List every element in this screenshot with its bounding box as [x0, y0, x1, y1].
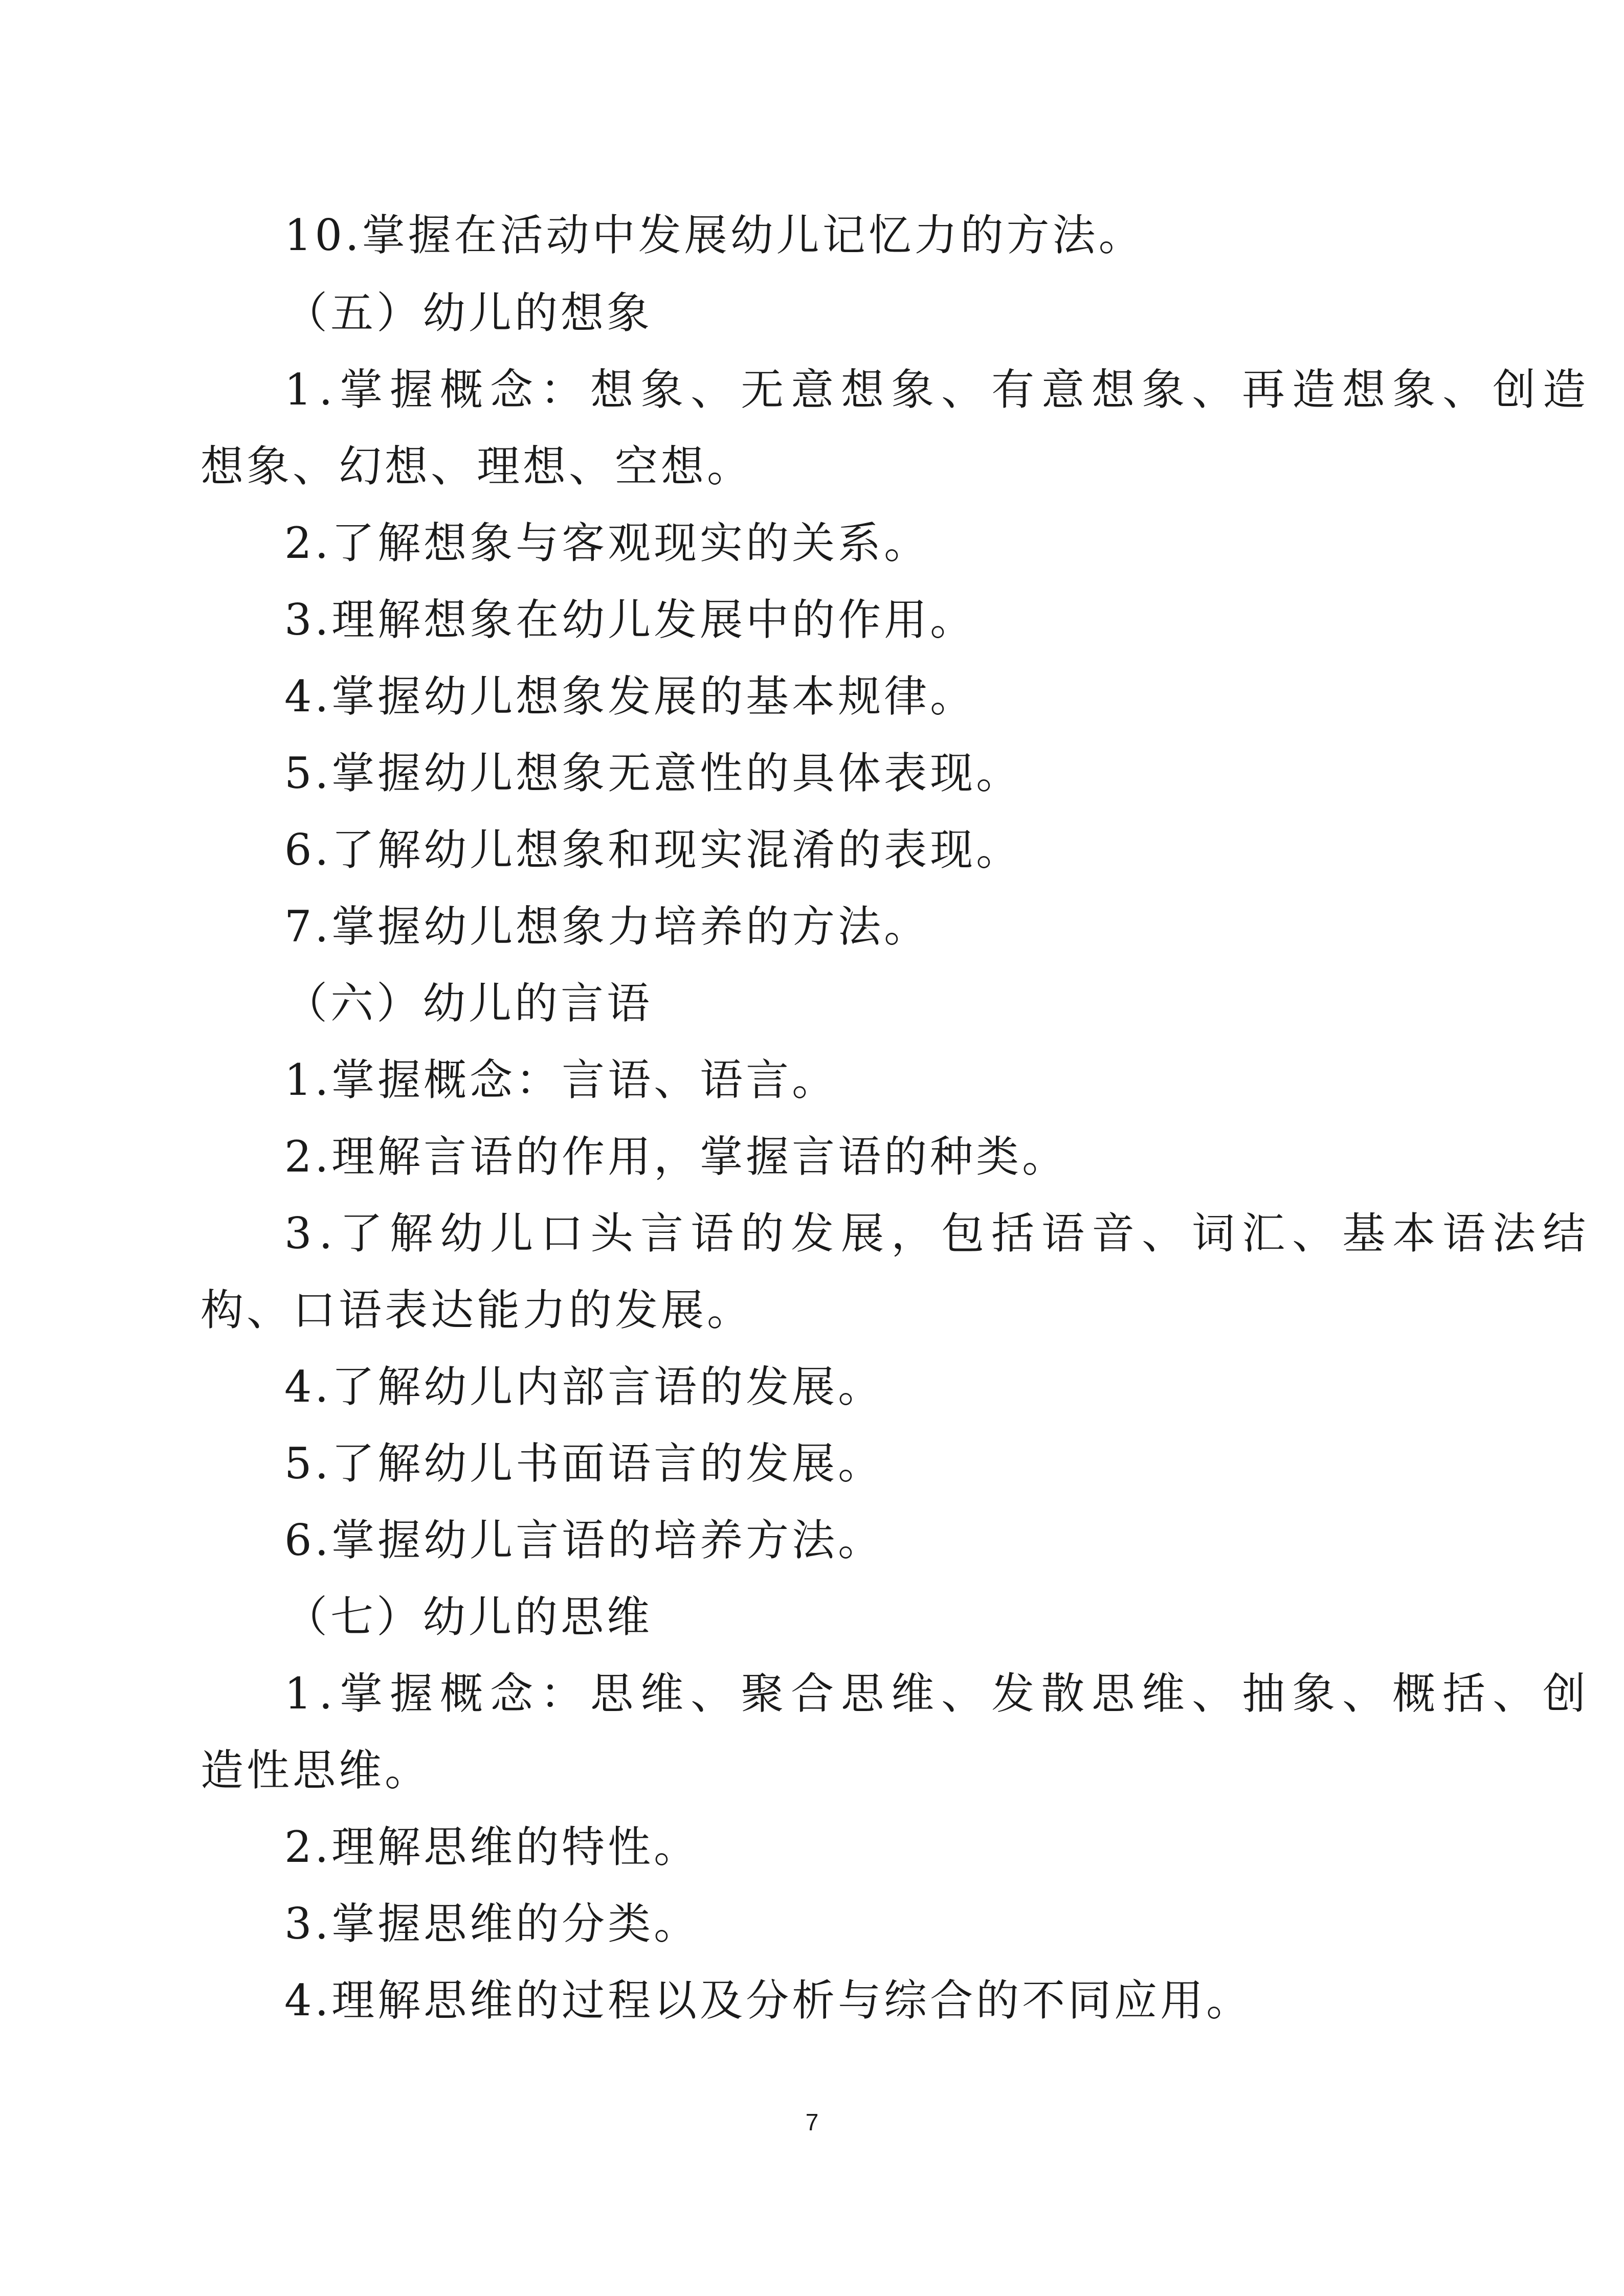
text-line: 3.掌握思维的分类。: [284, 1899, 700, 1949]
text-line: 6.了解幼儿想象和现实混淆的表现。: [284, 825, 1022, 875]
text-line: 7.掌握幼儿想象力培养的方法。: [284, 902, 930, 952]
text-line: 1.掌握概念：想象、无意想象、有意想象、再造想象、创造: [284, 365, 1593, 415]
text-line: 3.理解想象在幼儿发展中的作用。: [284, 595, 976, 645]
text-line: 2.理解言语的作用，掌握言语的种类。: [284, 1132, 1069, 1182]
text-line: 2.理解思维的特性。: [284, 1822, 700, 1872]
text-line: 4.了解幼儿内部言语的发展。: [284, 1362, 884, 1412]
section-heading: （七）幼儿的思维: [284, 1592, 653, 1642]
text-line: 2.了解想象与客观现实的关系。: [284, 518, 930, 568]
text-line: 构、口语表达能力的发展。: [201, 1285, 753, 1335]
text-line: 3.了解幼儿口头言语的发展，包括语音、词汇、基本语法结: [284, 1208, 1593, 1258]
text-line: 6.掌握幼儿言语的培养方法。: [284, 1515, 884, 1565]
text-line: 造性思维。: [201, 1745, 431, 1795]
text-line: 4.理解思维的过程以及分析与综合的不同应用。: [284, 1975, 1253, 2025]
text-line: 5.了解幼儿书面语言的发展。: [284, 1438, 884, 1489]
text-line: 4.掌握幼儿想象发展的基本规律。: [284, 671, 976, 722]
section-heading: （五）幼儿的想象: [284, 288, 653, 338]
text-line: 1.掌握概念：言语、语言。: [284, 1055, 838, 1105]
text-line: 10.掌握在活动中发展幼儿记忆力的方法。: [284, 210, 1145, 260]
page-number: 7: [805, 2109, 819, 2135]
text-line: 想象、幻想、理想、空想。: [201, 441, 753, 491]
text-line: 5.掌握幼儿想象无意性的具体表现。: [284, 748, 1022, 798]
text-line: 1.掌握概念：思维、聚合思维、发散思维、抽象、概括、创: [284, 1669, 1593, 1719]
section-heading: （六）幼儿的言语: [284, 978, 653, 1028]
